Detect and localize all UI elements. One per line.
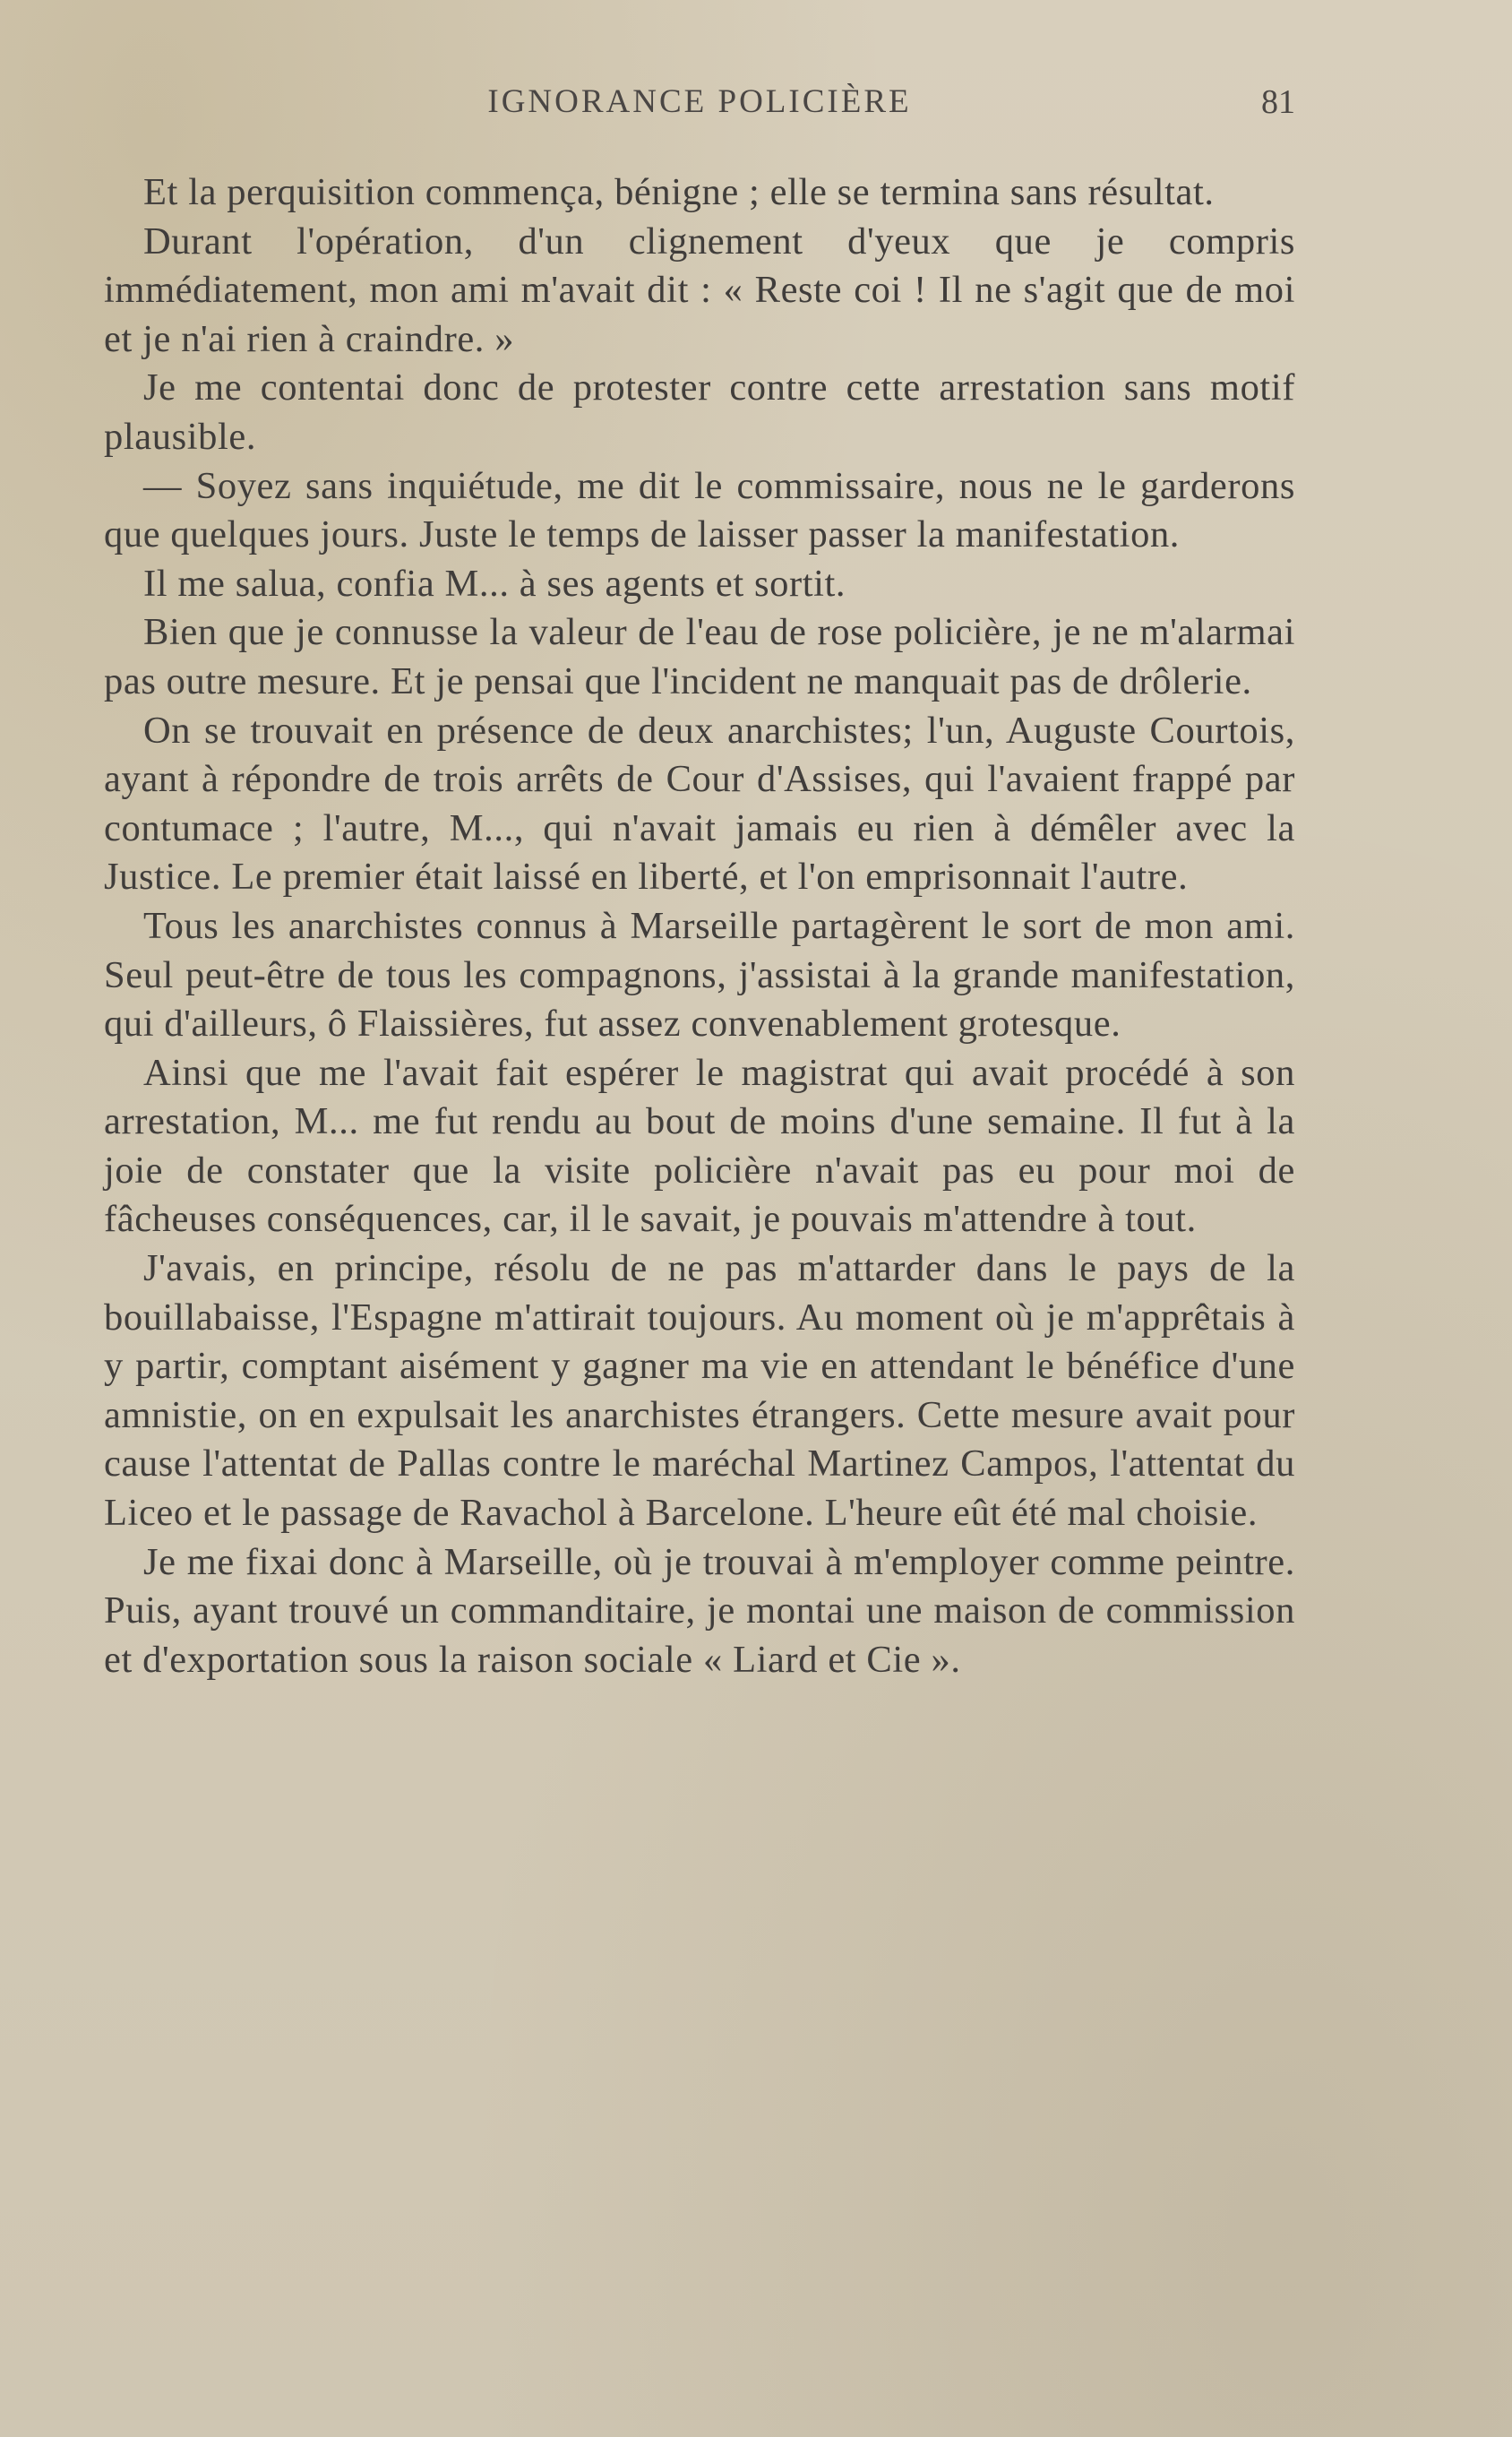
paragraph: On se trouvait en présence de deux anarchistes; l'un, Auguste Courtois, ayant à répondre de trois arrêts de Cour d'Assises, qui l'avaient frappé par contumace ; l'autre, M..., qui n'avait jamais eu rien à démêler avec la Justice. Le premier était laissé en liberté, et l'on emprisonnait l'autre. [104, 709, 1295, 899]
page-number: 81 [1261, 83, 1295, 121]
running-header [104, 82, 1295, 127]
paragraph: Bien que je connusse la valeur de l'eau de rose policière, je ne m'alarmai pas outre mesure. Et je pensai que l'incident ne manquait pas de drôlerie. [104, 611, 1295, 702]
paragraph: Je me contentai donc de protester contre cette arrestation sans motif plausible. [104, 366, 1295, 458]
paragraph: Tous les anarchistes connus à Marseille partagèrent le sort de mon ami. Seul peut-être de tous les compagnons, j'assistai à la grande manifestation, qui d'ailleurs, ô Flaissières, fut assez convenablement grotesque. [104, 904, 1295, 1046]
paragraph: Je me fixai donc à Marseille, où je trouvai à m'employer comme peintre. Puis, ayant trouvé un commanditaire, je montai une maison de commission et d'exportation sous la raison sociale « Liard et Cie ». [104, 1540, 1295, 1681]
paragraph: Durant l'opération, d'un clignement d'yeux que je compris immédiatement, mon ami m'avait dit : « Reste coi ! Il ne s'agit que de moi et je n'ai rien à craindre. » [104, 220, 1295, 360]
running-title: IGNORANCE POLICIÈRE [487, 83, 912, 120]
paragraph: Ainsi que me l'avait fait espérer le magistrat qui avait procédé à son arrestation, M... me fut rendu au bout de moins d'une semaine. Il fut à la joie de constater que la visite policière n'avait pas eu pour moi de fâcheuses conséquences, car, il le savait, je pouvais m'attendre à tout. [104, 1051, 1295, 1241]
paragraph: J'avais, en principe, résolu de ne pas m'attarder dans le pays de la bouillabaisse, l'Espagne m'attirait toujours. Au moment où je m'apprêtais à y partir, comptant aisément y gagner ma vie en attendant le bénéfice d'une amnistie, on en expulsait les anarchistes étrangers. Cette mesure avait pour cause l'attentat de Pallas contre le maréchal Martinez Campos, l'attentat du Liceo et le passage de Ravachol à Barcelone. L'heure eût été mal choisie. [104, 1247, 1295, 1535]
paragraph: — Soyez sans inquiétude, me dit le commissaire, nous ne le garderons que quelques jours. Juste le temps de laisser passer la manifestation. [104, 464, 1295, 556]
paragraph: Et la perquisition commença, bénigne ; elle se termina sans résultat. [143, 171, 1215, 213]
paragraph: Il me salua, confia M... à ses agents et sortit. [143, 562, 846, 605]
body-text [104, 168, 1295, 1684]
